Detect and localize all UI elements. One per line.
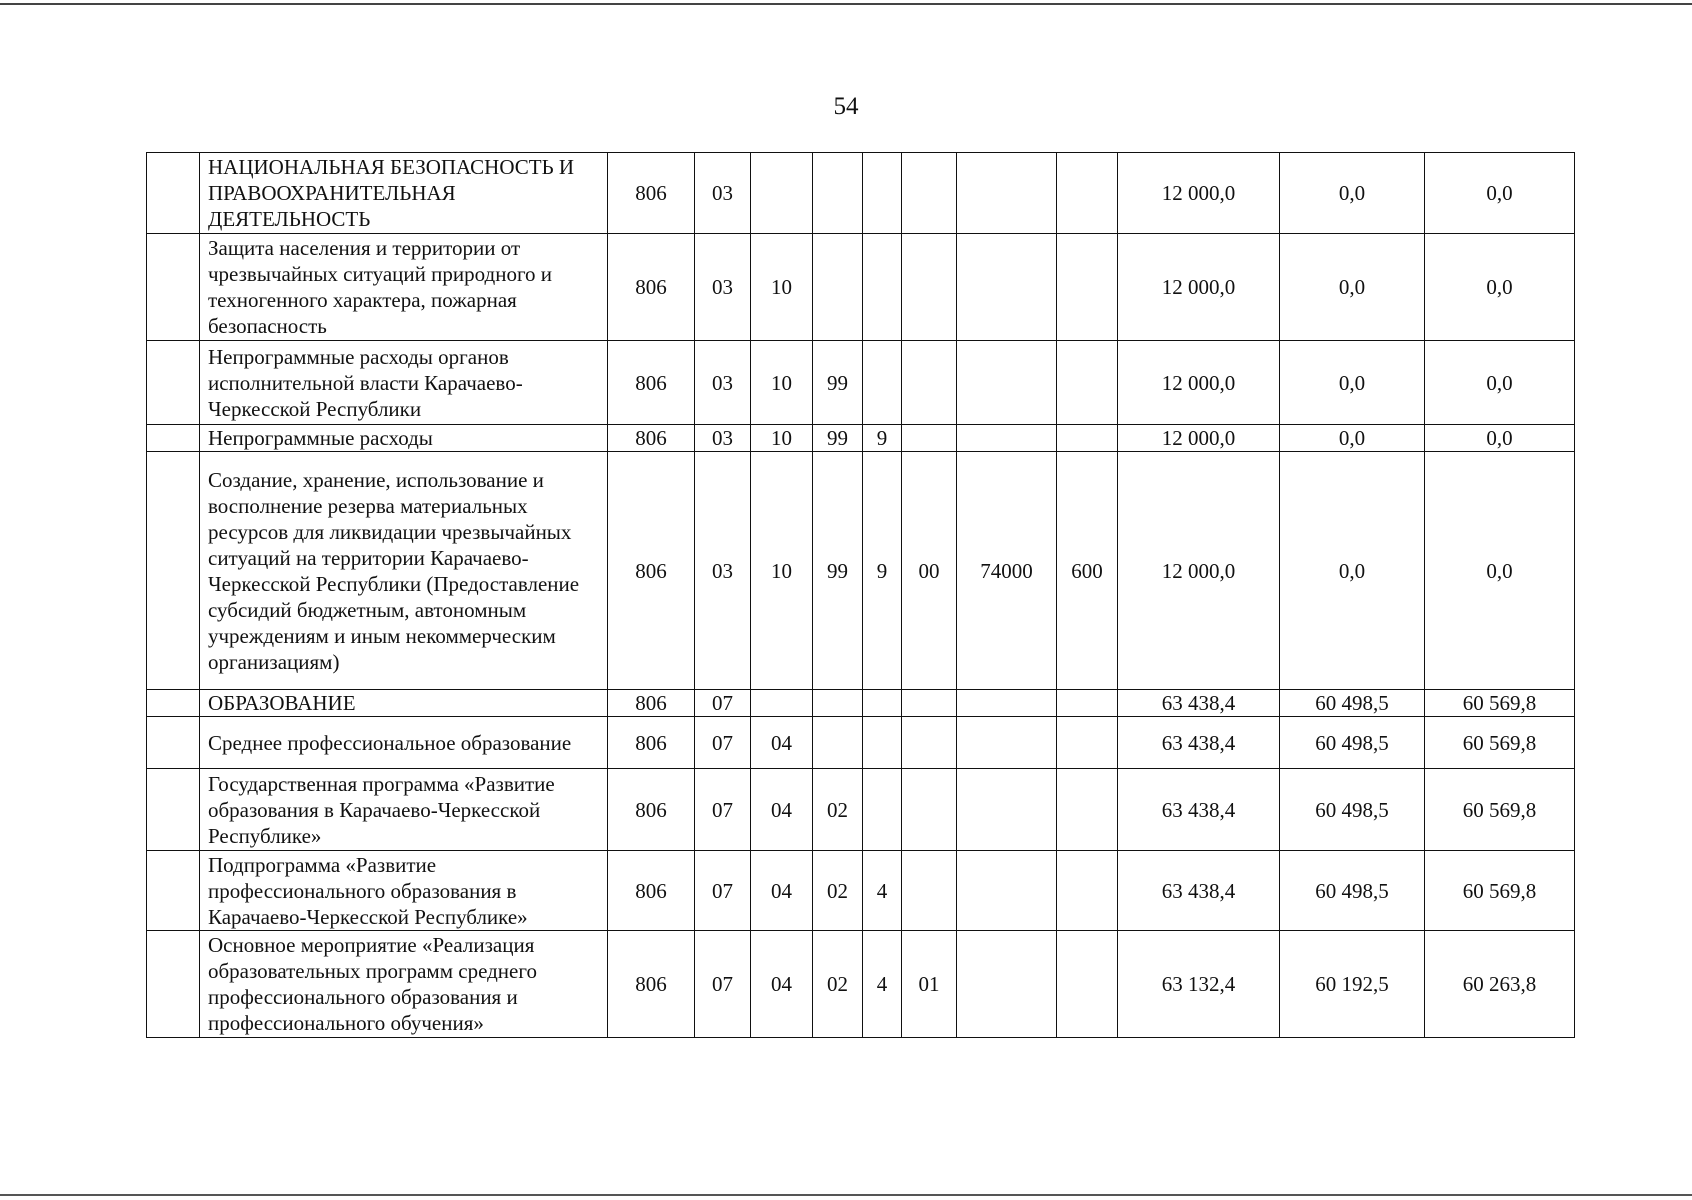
amount-year-3-cell: 60 569,8 (1425, 717, 1575, 769)
event-code-cell (902, 153, 957, 234)
row-number-cell (147, 851, 200, 931)
event-code-cell: 01 (902, 931, 957, 1038)
subsection-code-cell (751, 690, 813, 717)
event-code-cell (902, 769, 957, 851)
page-number: 54 (833, 93, 859, 120)
table-row (147, 769, 1575, 851)
amount-year-1-cell: 12 000,0 (1118, 425, 1280, 452)
subprogram-code-cell: 4 (863, 851, 902, 931)
program-code-cell: 02 (813, 931, 863, 1038)
program-code-cell: 99 (813, 425, 863, 452)
subprogram-code-cell (863, 153, 902, 234)
amount-year-1-cell: 12 000,0 (1118, 452, 1280, 690)
amount-year-3-cell: 60 569,8 (1425, 769, 1575, 851)
table-row (147, 851, 1575, 931)
subsection-code-cell: 10 (751, 425, 813, 452)
event-code-cell (902, 341, 957, 425)
amount-year-1-cell: 63 438,4 (1118, 851, 1280, 931)
ministry-code-cell: 806 (608, 153, 695, 234)
direction-code-cell (957, 690, 1057, 717)
program-code-cell (813, 153, 863, 234)
subprogram-code-cell (863, 769, 902, 851)
amount-year-1-cell: 63 132,4 (1118, 931, 1280, 1038)
direction-code-cell: 74000 (957, 452, 1057, 690)
subsection-code-cell: 04 (751, 851, 813, 931)
amount-year-1-cell: 63 438,4 (1118, 690, 1280, 717)
subsection-code-cell: 10 (751, 341, 813, 425)
expense-name-cell: НАЦИОНАЛЬНАЯ БЕЗОПАСНОСТЬ И ПРАВООХРАНИТЕЛЬНАЯ ДЕЯТЕЛЬНОСТЬ (200, 153, 608, 234)
program-code-cell: 99 (813, 341, 863, 425)
row-number-cell (147, 931, 200, 1038)
direction-code-cell (957, 851, 1057, 931)
section-code-cell: 03 (695, 153, 751, 234)
row-number-cell (147, 690, 200, 717)
subsection-code-cell: 10 (751, 452, 813, 690)
scan-border-bottom (0, 1194, 1692, 1196)
ministry-code-cell: 806 (608, 341, 695, 425)
direction-code-cell (957, 341, 1057, 425)
table-row (147, 690, 1575, 717)
event-code-cell: 00 (902, 452, 957, 690)
direction-code-cell (957, 717, 1057, 769)
table-row (147, 717, 1575, 769)
subprogram-code-cell: 9 (863, 452, 902, 690)
section-code-cell: 07 (695, 931, 751, 1038)
amount-year-1-cell: 12 000,0 (1118, 341, 1280, 425)
subprogram-code-cell: 9 (863, 425, 902, 452)
amount-year-3-cell: 0,0 (1425, 153, 1575, 234)
amount-year-3-cell: 60 263,8 (1425, 931, 1575, 1038)
event-code-cell (902, 690, 957, 717)
expense-type-code-cell (1057, 931, 1118, 1038)
amount-year-3-cell: 60 569,8 (1425, 851, 1575, 931)
expense-type-code-cell (1057, 425, 1118, 452)
subprogram-code-cell (863, 717, 902, 769)
amount-year-2-cell: 0,0 (1280, 425, 1425, 452)
direction-code-cell (957, 425, 1057, 452)
direction-code-cell (957, 234, 1057, 341)
table-row (147, 452, 1575, 690)
table-row (147, 341, 1575, 425)
row-number-cell (147, 425, 200, 452)
expense-name-cell: ОБРАЗОВАНИЕ (200, 690, 608, 717)
subsection-code-cell: 10 (751, 234, 813, 341)
ministry-code-cell: 806 (608, 769, 695, 851)
ministry-code-cell: 806 (608, 717, 695, 769)
event-code-cell (902, 851, 957, 931)
amount-year-2-cell: 0,0 (1280, 234, 1425, 341)
table-row (147, 234, 1575, 341)
amount-year-3-cell: 0,0 (1425, 234, 1575, 341)
ministry-code-cell: 806 (608, 931, 695, 1038)
expense-name-cell: Подпрограмма «Развитие профессионального образования в Карачаево-Черкесской Республике» (200, 851, 608, 931)
row-number-cell (147, 341, 200, 425)
subprogram-code-cell (863, 690, 902, 717)
amount-year-2-cell: 60 498,5 (1280, 690, 1425, 717)
program-code-cell: 02 (813, 769, 863, 851)
program-code-cell: 02 (813, 851, 863, 931)
section-code-cell: 07 (695, 690, 751, 717)
event-code-cell (902, 234, 957, 341)
event-code-cell (902, 425, 957, 452)
expense-name-cell: Защита населения и территории от чрезвычайных ситуаций природного и техногенного характера, пожарная безопасность (200, 234, 608, 341)
expense-type-code-cell (1057, 717, 1118, 769)
subsection-code-cell: 04 (751, 717, 813, 769)
ministry-code-cell: 806 (608, 851, 695, 931)
direction-code-cell (957, 931, 1057, 1038)
table-row (147, 425, 1575, 452)
amount-year-1-cell: 63 438,4 (1118, 769, 1280, 851)
amount-year-3-cell: 60 569,8 (1425, 690, 1575, 717)
direction-code-cell (957, 153, 1057, 234)
section-code-cell: 03 (695, 452, 751, 690)
row-number-cell (147, 153, 200, 234)
expense-type-code-cell (1057, 769, 1118, 851)
amount-year-3-cell: 0,0 (1425, 341, 1575, 425)
amount-year-1-cell: 63 438,4 (1118, 717, 1280, 769)
ministry-code-cell: 806 (608, 425, 695, 452)
ministry-code-cell: 806 (608, 234, 695, 341)
program-code-cell (813, 690, 863, 717)
event-code-cell (902, 717, 957, 769)
row-number-cell (147, 452, 200, 690)
amount-year-2-cell: 0,0 (1280, 153, 1425, 234)
table-body (147, 153, 1575, 1038)
row-number-cell (147, 769, 200, 851)
amount-year-3-cell: 0,0 (1425, 452, 1575, 690)
amount-year-2-cell: 0,0 (1280, 452, 1425, 690)
row-number-cell (147, 717, 200, 769)
expense-name-cell: Создание, хранение, использование и восполнение резерва материальных ресурсов для ликвидации чрезвычайных ситуаций на территории Карачаево-Черкесской Республики (Предоставление субсидий бюджетным, автономным учреждениям и иным некоммерческим организациям) (200, 452, 608, 690)
section-code-cell: 03 (695, 425, 751, 452)
section-code-cell: 03 (695, 341, 751, 425)
expense-name-cell: Государственная программа «Развитие образования в Карачаево-Черкесской Республике» (200, 769, 608, 851)
section-code-cell: 07 (695, 851, 751, 931)
subprogram-code-cell (863, 234, 902, 341)
scan-border-top (0, 3, 1692, 5)
program-code-cell (813, 717, 863, 769)
program-code-cell (813, 234, 863, 341)
section-code-cell: 07 (695, 717, 751, 769)
expense-type-code-cell: 600 (1057, 452, 1118, 690)
expense-name-cell: Среднее профессиональное образование (200, 717, 608, 769)
budget-table (146, 152, 1575, 1038)
expense-type-code-cell (1057, 851, 1118, 931)
amount-year-2-cell: 60 192,5 (1280, 931, 1425, 1038)
expense-name-cell: Непрограммные расходы органов исполнительной власти Карачаево-Черкесской Республики (200, 341, 608, 425)
amount-year-1-cell: 12 000,0 (1118, 234, 1280, 341)
table-row (147, 153, 1575, 234)
amount-year-2-cell: 60 498,5 (1280, 769, 1425, 851)
subsection-code-cell (751, 153, 813, 234)
subprogram-code-cell: 4 (863, 931, 902, 1038)
amount-year-3-cell: 0,0 (1425, 425, 1575, 452)
amount-year-2-cell: 60 498,5 (1280, 851, 1425, 931)
expense-type-code-cell (1057, 234, 1118, 341)
expense-name-cell: Непрограммные расходы (200, 425, 608, 452)
ministry-code-cell: 806 (608, 690, 695, 717)
direction-code-cell (957, 769, 1057, 851)
expense-type-code-cell (1057, 690, 1118, 717)
section-code-cell: 03 (695, 234, 751, 341)
subsection-code-cell: 04 (751, 931, 813, 1038)
table-row (147, 931, 1575, 1038)
row-number-cell (147, 234, 200, 341)
section-code-cell: 07 (695, 769, 751, 851)
program-code-cell: 99 (813, 452, 863, 690)
expense-type-code-cell (1057, 341, 1118, 425)
ministry-code-cell: 806 (608, 452, 695, 690)
amount-year-1-cell: 12 000,0 (1118, 153, 1280, 234)
amount-year-2-cell: 60 498,5 (1280, 717, 1425, 769)
expense-type-code-cell (1057, 153, 1118, 234)
subprogram-code-cell (863, 341, 902, 425)
expense-name-cell: Основное мероприятие «Реализация образовательных программ среднего профессионального образования и профессионального обучения» (200, 931, 608, 1038)
subsection-code-cell: 04 (751, 769, 813, 851)
amount-year-2-cell: 0,0 (1280, 341, 1425, 425)
